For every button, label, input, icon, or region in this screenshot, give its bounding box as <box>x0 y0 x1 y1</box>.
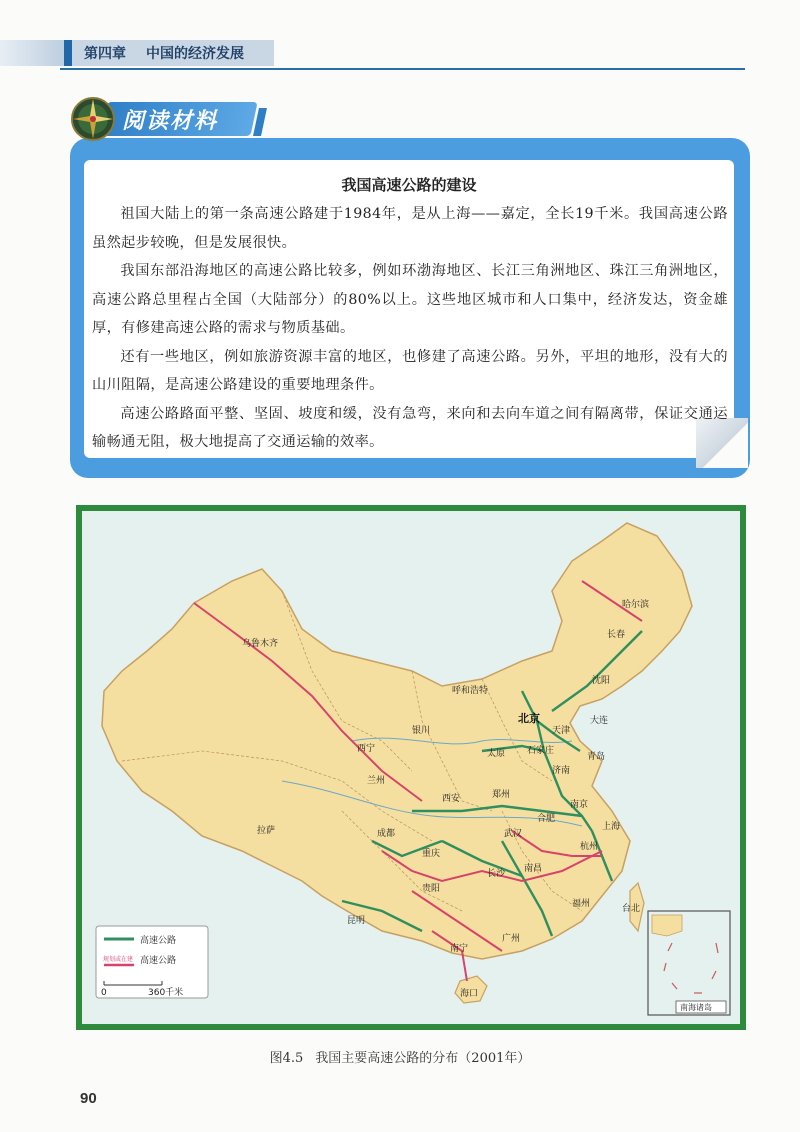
expressway-map <box>82 511 740 1024</box>
scale-value: 360千米 <box>148 988 184 998</box>
city-label: 银川 <box>412 726 431 736</box>
article-paragraph: 还有一些地区，例如旅游资源丰富的地区，也修建了高速公路。另外，平坦的地形，没有大的山川阻隔，是高速公路建设的重要地理条件。 <box>92 348 728 393</box>
chapter-number: 第四章 <box>84 45 126 61</box>
city-label: 兰州 <box>367 776 386 786</box>
city-label: 杭州 <box>580 842 599 852</box>
figure-caption <box>0 1047 800 1066</box>
city-label: 成都 <box>377 829 396 839</box>
city-label: 上海 <box>602 822 621 832</box>
city-label: 哈尔滨 <box>622 600 650 610</box>
reading-badge-label: 阅读材料 <box>122 109 219 134</box>
city-label: 福州 <box>572 899 591 909</box>
figure-text: 我国主要高速公路的分布（2001年） <box>315 1051 531 1066</box>
compass-icon <box>70 96 116 142</box>
article-title: 我国高速公路的建设 <box>341 176 477 194</box>
article-paragraph: 我国东部沿海地区的高速公路比较多，例如环渤海地区、长江三角洲地区、珠江三角洲地区，高速公路总里程占全国（大陆部分）的80%以上。这些地区城市和人口集中，经济发达，资金雄厚，有修建高速公路的需求与物质基础。 <box>92 263 728 336</box>
chapter-title: 中国的经济发展 <box>146 45 244 61</box>
city-label: 广州 <box>502 934 521 944</box>
city-label: 拉萨 <box>257 826 276 836</box>
city-label: 长沙 <box>487 869 506 879</box>
legend-planned-tag: 规划或在建 <box>103 956 134 963</box>
article-paragraph: 祖国大陆上的第一条高速公路建于1984年，是从上海——嘉定，全长19千米。我国高速公路虽然起步较晚，但是发展很快。 <box>92 206 728 251</box>
map-legend <box>96 926 208 998</box>
legend-planned-label: 高速公路 <box>140 956 177 966</box>
city-label: 台北 <box>622 904 641 914</box>
city-label: 天津 <box>552 726 571 736</box>
city-label: 大连 <box>590 716 609 726</box>
city-label: 乌鲁木齐 <box>242 639 279 649</box>
city-label: 济南 <box>552 766 571 776</box>
figure-number: 图4.5 <box>269 1051 304 1066</box>
city-label: 贵阳 <box>422 884 441 894</box>
city-label: 太原 <box>487 749 506 759</box>
city-label: 昆明 <box>347 916 366 926</box>
city-label: 青岛 <box>587 752 606 762</box>
city-label: 武汉 <box>504 829 523 839</box>
city-label: 海口 <box>460 989 479 999</box>
city-label: 长春 <box>607 630 626 640</box>
city-label: 南京 <box>570 800 589 810</box>
legend-built-label: 高速公路 <box>140 936 177 946</box>
header-rule <box>60 68 745 70</box>
city-label: 郑州 <box>492 790 511 800</box>
city-label: 沈阳 <box>592 676 611 686</box>
city-label: 石家庄 <box>527 746 555 756</box>
article-paragraph: 高速公路路面平整、坚固、坡度和缓，没有急弯，来向和去向车道之间有隔离带，保证交通运输畅通无阻，极大地提高了交通运输的效率。 <box>92 405 728 450</box>
city-label: 西宁 <box>357 744 376 754</box>
city-label: 南宁 <box>450 944 469 954</box>
inset-label: 南海诸岛 <box>680 1003 712 1012</box>
city-label: 重庆 <box>422 849 441 859</box>
city-label: 西安 <box>442 794 461 804</box>
city-label: 北京 <box>518 712 540 725</box>
city-label: 南昌 <box>524 864 543 874</box>
article-body <box>92 200 728 457</box>
city-label: 呼和浩特 <box>452 686 489 696</box>
chapter-header <box>64 40 274 66</box>
south-china-sea-inset <box>648 911 730 1015</box>
scale-zero: 0 <box>101 988 107 998</box>
city-label: 合肥 <box>537 814 556 824</box>
reading-badge <box>70 96 260 142</box>
page-number: 90 <box>80 1090 97 1107</box>
